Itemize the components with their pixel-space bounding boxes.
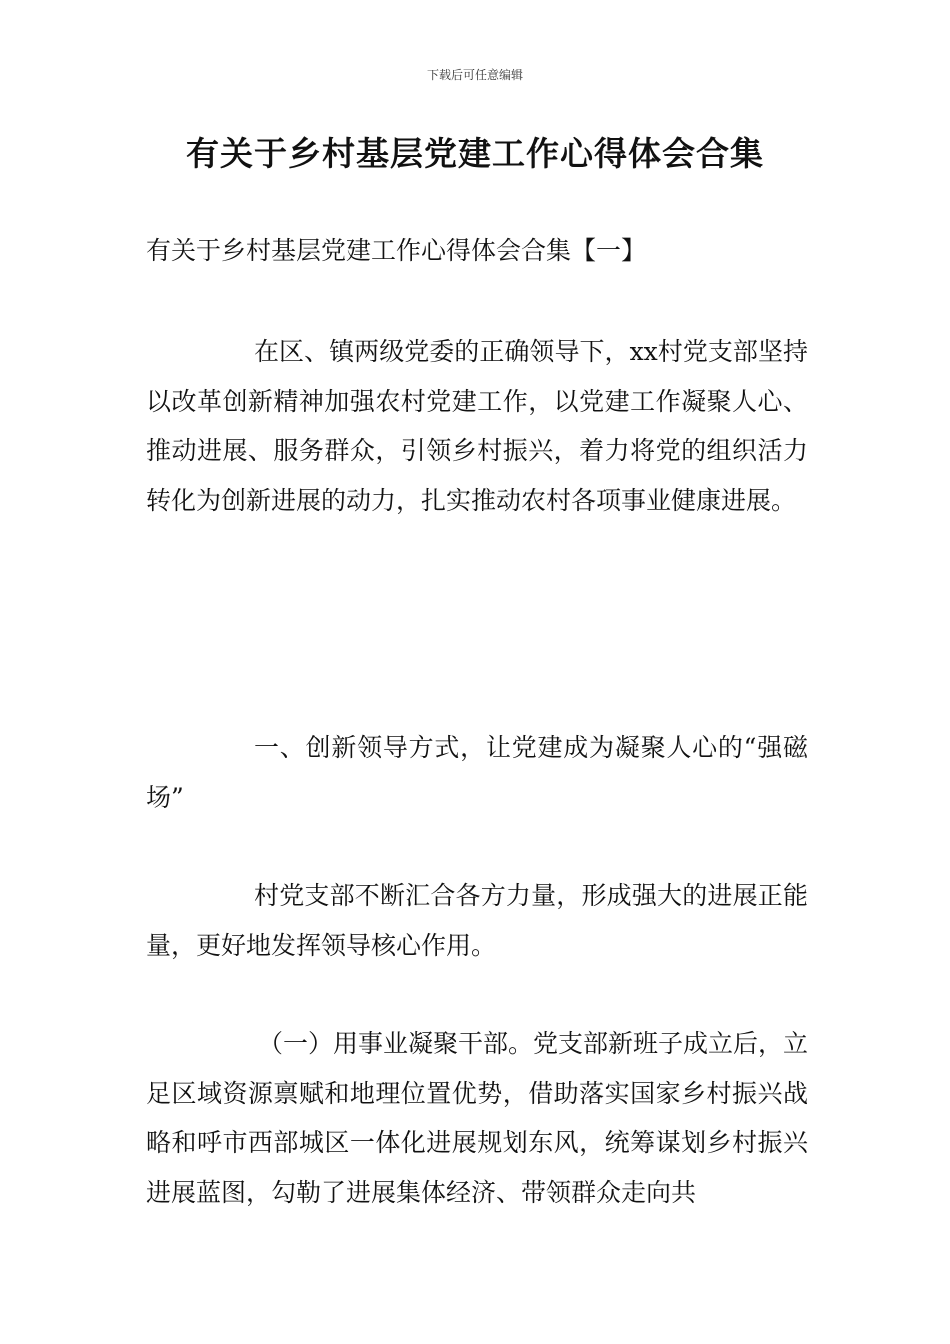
paragraph-item-one: （一）用事业凝聚干部。党支部新班子成立后，立足区域资源禀赋和地理位置优势，借助落实国家乡村振兴战略和呼市西部城区一体化进展规划东风，统筹谋划乡村振兴进展蓝图，勾勒了进展集体经济、带领群众走向共 <box>146 1029 809 1207</box>
document-title: 有关于乡村基层党建工作心得体会合集 <box>186 134 764 173</box>
section-heading: 有关于乡村基层党建工作心得体会合集【一】 <box>146 236 647 265</box>
paragraph-intro: 在区、镇两级党委的正确领导下，xx村党支部坚持以改革创新精神加强农村党建工作，以党建工作凝聚人心、推动进展、服务群众，引领乡村振兴，着力将党的组织活力转化为创新进展的动力，扎实推动农村各项事业健康进展。 <box>146 337 808 515</box>
paragraph-body: 村党支部不断汇合各方力量，形成强大的进展正能量，更好地发挥领导核心作用。 <box>146 881 808 960</box>
header-note: 下载后可任意编辑 <box>426 68 523 82</box>
paragraph-subheading: 一、创新领导方式，让党建成为凝聚人心的“强磁场” <box>146 733 808 812</box>
